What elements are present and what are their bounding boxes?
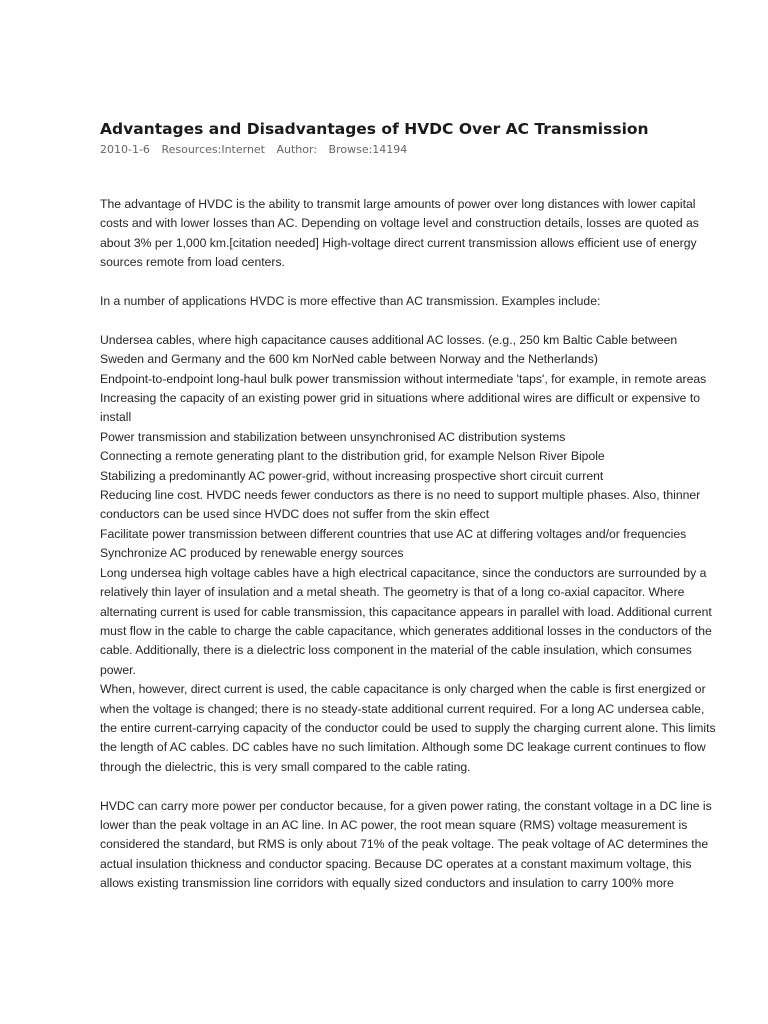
- list-item: Long undersea high voltage cables have a high electrical capacitance, since the conductors are surrounded by a relatively thin layer of insulation and a metal sheath. The geometry is that of a long co-axial capacitor. Where alternating current is used for cable transmission, this capacitance appears in parallel with load. Additional current must flow in the cable to charge the cable capacitance, which generates additional losses in the conductors of the cable. Additionally, there is a dielectric loss component in the material of the cable insulation, which consumes power.: [100, 565, 712, 677]
- list-item: Synchronize AC produced by renewable energy sources: [100, 546, 404, 561]
- article: [100, 118, 718, 894]
- article-meta: [100, 142, 718, 158]
- paragraph: HVDC can carry more power per conductor because, for a given power rating, the constant voltage in a DC line is lower than the peak voltage in an AC line. In AC power, the root mean square (RMS) voltage measurement is considered the standard, but RMS is only about 71% of the peak voltage. The peak voltage of AC determines the actual insulation thickness and conductor spacing. Because DC operates at a constant maximum voltage, this allows existing transmission line corridors with equally sized conductors and insulation to carry 100% more: [100, 798, 712, 891]
- paragraph: The advantage of HVDC is the ability to transmit large amounts of power over long distances with lower capital costs and with lower losses than AC. Depending on voltage level and construction details, losses are quoted as about 3% per 1,000 km.[citation needed] High-voltage direct current transmission allows efficient use of energy sources remote from load centers.: [100, 197, 699, 270]
- list-item: Reducing line cost. HVDC needs fewer conductors as there is no need to support multiple phases. Also, thinner conductors can be used since HVDC does not suffer from the skin effect: [100, 488, 701, 522]
- article-author: Author:: [276, 143, 318, 156]
- paragraph: In a number of applications HVDC is more effective than AC transmission. Examples include:: [100, 294, 601, 309]
- list-item: Power transmission and stabilization between unsynchronised AC distribution systems: [100, 429, 566, 444]
- list-item: Facilitate power transmission between different countries that use AC at differing voltages and/or frequencies: [100, 526, 687, 541]
- article-body: [100, 195, 718, 894]
- article-browse-count: Browse:14194: [328, 143, 408, 156]
- list-item: Endpoint-to-endpoint long-haul bulk power transmission without intermediate 'taps', for example, in remote areas: [100, 371, 707, 386]
- article-date: 2010-1-6: [100, 143, 150, 156]
- list-item: Connecting a remote generating plant to the distribution grid, for example Nelson River Bipole: [100, 449, 605, 464]
- list-item: When, however, direct current is used, the cable capacitance is only charged when the cable is first energized or when the voltage is changed; there is no steady-state additional current required. For a long AC undersea cable, the entire current-carrying capacity of the conductor could be used to supply the charging current alone. This limits the length of AC cables. DC cables have no such limitation. Although some DC leakage current continues to flow through the dielectric, this is very small compared to the cable rating.: [100, 682, 716, 774]
- paragraph-gap: [100, 777, 718, 796]
- paragraph-gap: [100, 273, 718, 292]
- paragraph-gap: [100, 311, 718, 330]
- article-title: Advantages and Disadvantages of HVDC Over AC Transmission: [100, 120, 649, 138]
- list-item: Stabilizing a predominantly AC power-grid, without increasing prospective short circuit current: [100, 468, 604, 483]
- list-item: Undersea cables, where high capacitance causes additional AC losses. (e.g., 250 km Baltic Cable between Sweden and Germany and the 600 km NorNed cable between Norway and the Netherlands): [100, 332, 678, 367]
- list-item: Increasing the capacity of an existing power grid in situations where additional wires are difficult or expensive to install: [100, 391, 700, 425]
- article-resources: Resources:Internet: [161, 143, 265, 156]
